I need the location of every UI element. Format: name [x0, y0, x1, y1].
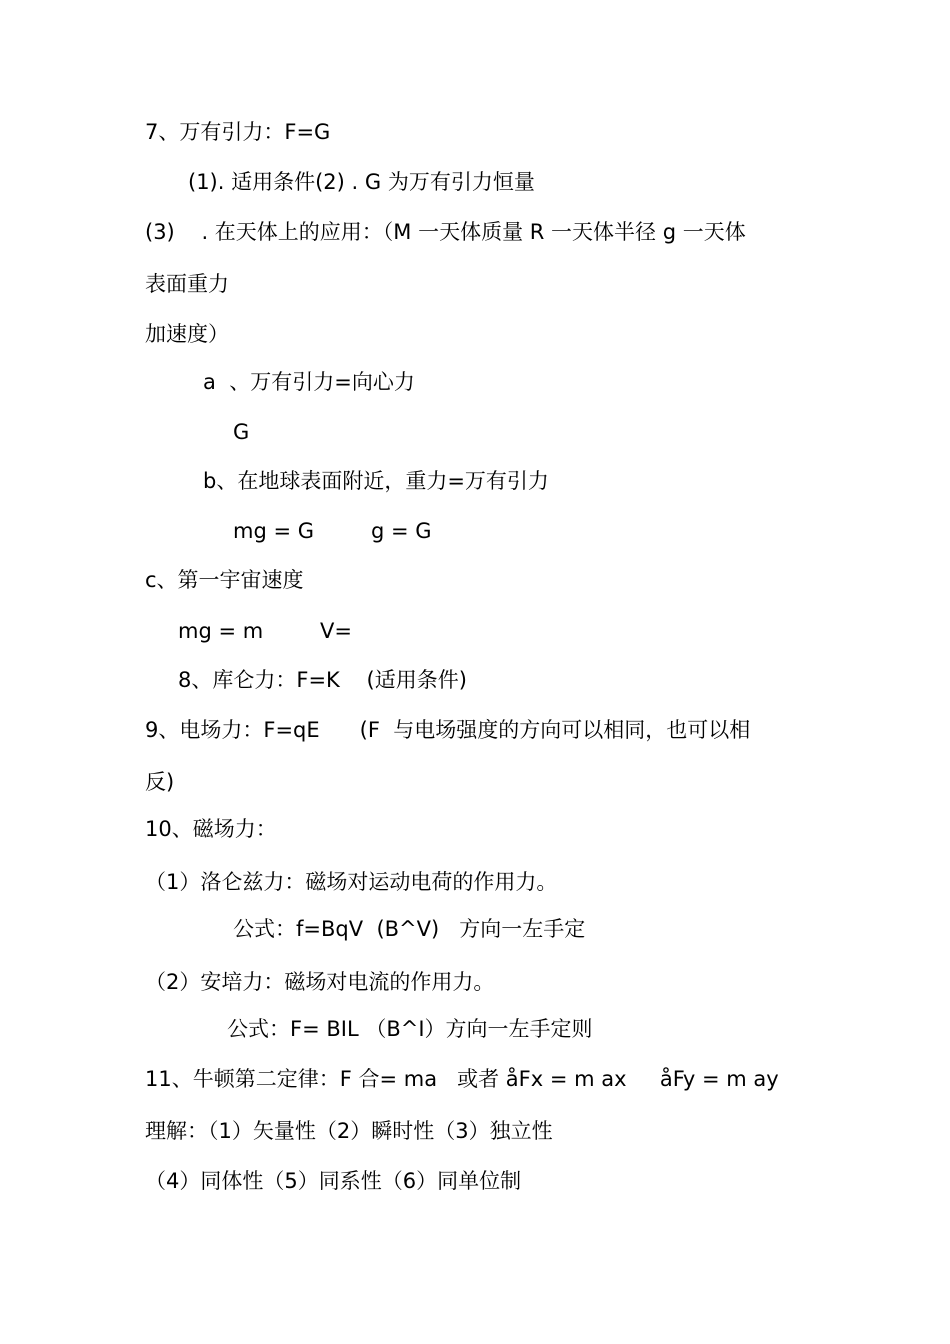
- understanding-2: （4）同体性（5）同系性（6）同单位制: [145, 1169, 522, 1193]
- section-9-cont: 反): [145, 770, 175, 794]
- lorentz-force: （1）洛仑兹力：磁场对运动电荷的作用力。: [145, 870, 558, 894]
- item-c-formula-2: V=: [320, 619, 352, 643]
- celestial-application: (3) . 在天体上的应用：（M 一天体质量 R 一天体半径 g 一天体: [145, 220, 746, 244]
- ampere-formula: 公式：F= BIL （B^I）方向一左手定则: [227, 1017, 593, 1041]
- ampere-force: （2）安培力：磁场对电流的作用力。: [145, 970, 495, 994]
- lorentz-formula: 公式：f=BqV (B^V) 方向一左手定: [233, 917, 586, 941]
- section-10-heading: 10、磁场力：: [145, 817, 277, 841]
- section-8-heading: 8、库仑力：F=K (适用条件): [178, 668, 467, 692]
- item-c-formula-1: mg = m: [178, 619, 264, 643]
- item-a: a 、万有引力=向心力: [203, 370, 415, 394]
- item-b-formula-2: g = G: [371, 519, 432, 543]
- celestial-application-cont-2: 加速度）: [145, 322, 229, 346]
- item-a-formula: G: [233, 420, 250, 444]
- understanding-1: 理解：（1）矢量性（2）瞬时性（3）独立性: [145, 1119, 553, 1143]
- section-9-heading: 9、电场力：F=qE (F 与电场强度的方向可以相同，也可以相: [145, 718, 751, 742]
- item-b: b、在地球表面附近，重力=万有引力: [203, 469, 549, 493]
- gravitation-conditions: (1). 适用条件(2) . G 为万有引力恒量: [188, 170, 535, 194]
- celestial-application-cont: 表面重力: [145, 272, 229, 296]
- item-c: c、第一宇宙速度: [145, 568, 304, 592]
- section-11-heading: 11、牛顿第二定律：F 合= ma 或者 åFx = m ax åFy = m ay: [145, 1067, 779, 1091]
- section-7-heading: 7、万有引力：F=G: [145, 120, 331, 144]
- item-b-formula-1: mg = G: [233, 519, 315, 543]
